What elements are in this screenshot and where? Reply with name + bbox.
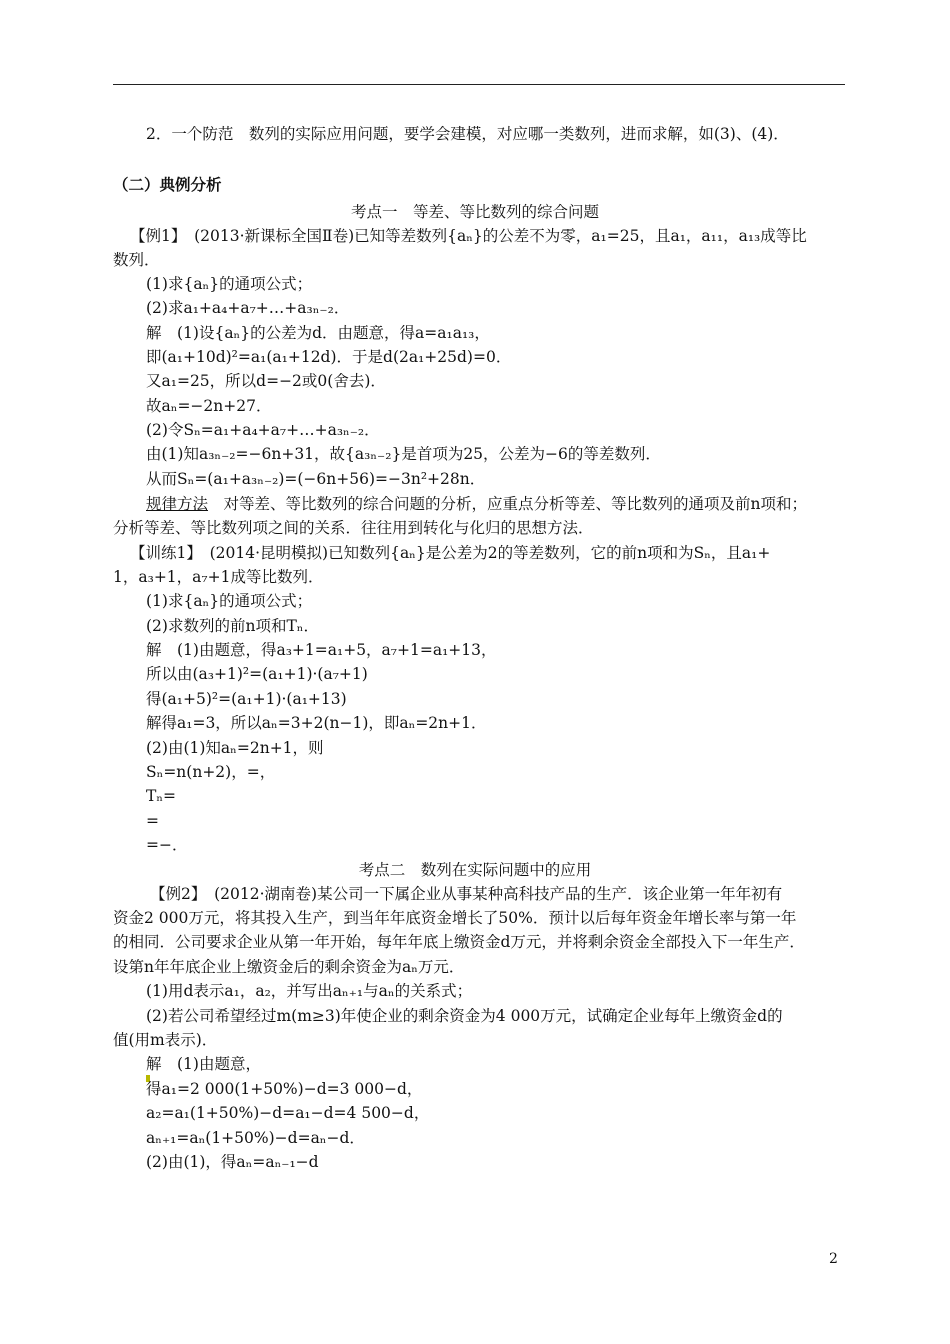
example1-line: 又a₁=25，所以d=−2或0(舍去)． <box>146 372 386 390</box>
header-rule <box>113 84 845 85</box>
example2-line: aₙ₊₁=aₙ(1+50%)−d=aₙ−d． <box>146 1129 365 1147</box>
section-heading: （二）典例分析 <box>113 175 222 194</box>
method-line <box>146 494 807 514</box>
training1-line: 1，a₃+1，a₇+1成等比数列． <box>113 568 324 586</box>
example1-line: 即(a₁+10d)²=a₁(a₁+12d)．于是d(2a₁+25d)=0． <box>146 348 512 366</box>
example2-line: 设第n年年底企业上缴资金后的剩余资金为aₙ万元． <box>113 958 465 976</box>
training1-line: =−． <box>146 836 188 854</box>
example1-line: 数列． <box>113 251 160 269</box>
training1-line: 解得a₁=3，所以aₙ=3+2(n−1)，即aₙ=2n+1． <box>146 714 487 732</box>
training1-line: 所以由(a₃+1)²=(a₁+1)·(a₇+1) <box>146 665 368 683</box>
training1-line: (1)求{aₙ}的通项公式； <box>146 592 313 610</box>
example2-line: 的相同．公司要求企业从第一年开始，每年年底上缴资金d万元，并将剩余资金全部投入下一年生产． <box>113 933 805 951</box>
training1-line: (2)由(1)知aₙ=2n+1，则 <box>146 739 324 757</box>
example2-line: 值(用m表示)． <box>113 1031 218 1049</box>
page-number: 2 <box>829 1251 838 1267</box>
example1-line: (1)求{aₙ}的通项公式； <box>146 275 313 293</box>
example1-line: 解 (1)设{aₙ}的公差为d．由题意，得a=a₁a₁₃， <box>146 324 490 342</box>
example2-line: (2)由(1)，得aₙ=aₙ₋₁−d <box>146 1153 319 1171</box>
example2-line: 得a₁=2 000(1+50%)−d=3 000−d， <box>146 1080 423 1098</box>
method-line-2: 分析等差、等比数列项之间的关系．往往用到转化与化归的思想方法． <box>113 519 594 537</box>
training1-line: (2)求数列的前n项和Tₙ． <box>146 617 319 635</box>
example1-line: 故aₙ=−2n+27． <box>146 397 272 415</box>
example2-line: (1)用d表示a₁，a₂，并写出aₙ₊₁与aₙ的关系式； <box>146 982 473 1000</box>
note-line: 2．一个防范 数列的实际应用问题，要学会建模，对应哪一类数列，进而求解，如(3)、(4)． <box>146 125 789 143</box>
topic2-title: 考点二 数列在实际问题中的应用 <box>358 861 592 879</box>
example1-line: 由(1)知a₃ₙ₋₂=−6n+31，故{a₃ₙ₋₂}是首项为25，公差为−6的等差数列． <box>146 445 661 463</box>
example2-line: 解 (1)由题意， <box>146 1055 261 1073</box>
example1-line: (2)求a₁+a₄+a₇+…+a₃ₙ₋₂． <box>146 299 350 317</box>
example1-line: (2)令Sₙ=a₁+a₄+a₇+…+a₃ₙ₋₂． <box>146 421 380 439</box>
example2-line: (2)若公司希望经过m(m≥3)年使企业的剩余资金为4 000万元，试确定企业每年上缴资金d的 <box>146 1007 783 1025</box>
example2-line: 【例2】 (2012·湖南卷)某公司一下属企业从事某种高科技产品的生产．该企业第一年年初有 <box>150 885 783 903</box>
example2-line: a₂=a₁(1+50%)−d=a₁−d=4 500−d， <box>146 1104 430 1122</box>
example1-line: 【例1】 (2013·新课标全国Ⅱ卷)已知等差数列{aₙ}的公差不为零，a₁=25，且a₁，a₁₁，a₁₃成等比 <box>130 227 807 245</box>
method-label: 规律方法 <box>146 495 209 513</box>
training1-line: Tₙ= <box>146 787 177 805</box>
example2-line: 资金2 000万元，将其投入生产，到当年年底资金增长了50%．预计以后每年资金年增长率与第一年 <box>113 909 797 927</box>
training1-line: 解 (1)由题意，得a₃+1=a₁+5，a₇+1=a₁+13， <box>146 641 497 659</box>
example1-line: 从而Sₙ=(a₁+a₃ₙ₋₂)=(−6n+56)=−3n²+28n． <box>146 470 486 488</box>
method-text: 对等差、等比数列的综合问题的分析，应重点分析等差、等比数列的通项及前n项和； <box>208 495 808 513</box>
topic1-title: 考点一 等差、等比数列的综合问题 <box>350 203 599 221</box>
training1-line: Sₙ=n(n+2)，=， <box>146 763 276 781</box>
training1-line: = <box>146 812 159 830</box>
training1-line: 【训练1】 (2014·昆明模拟)已知数列{aₙ}是公差为2的等差数列，它的前n项和为Sₙ，且a₁+ <box>130 544 771 562</box>
training1-line: 得(a₁+5)²=(a₁+1)·(a₁+13) <box>146 690 347 708</box>
